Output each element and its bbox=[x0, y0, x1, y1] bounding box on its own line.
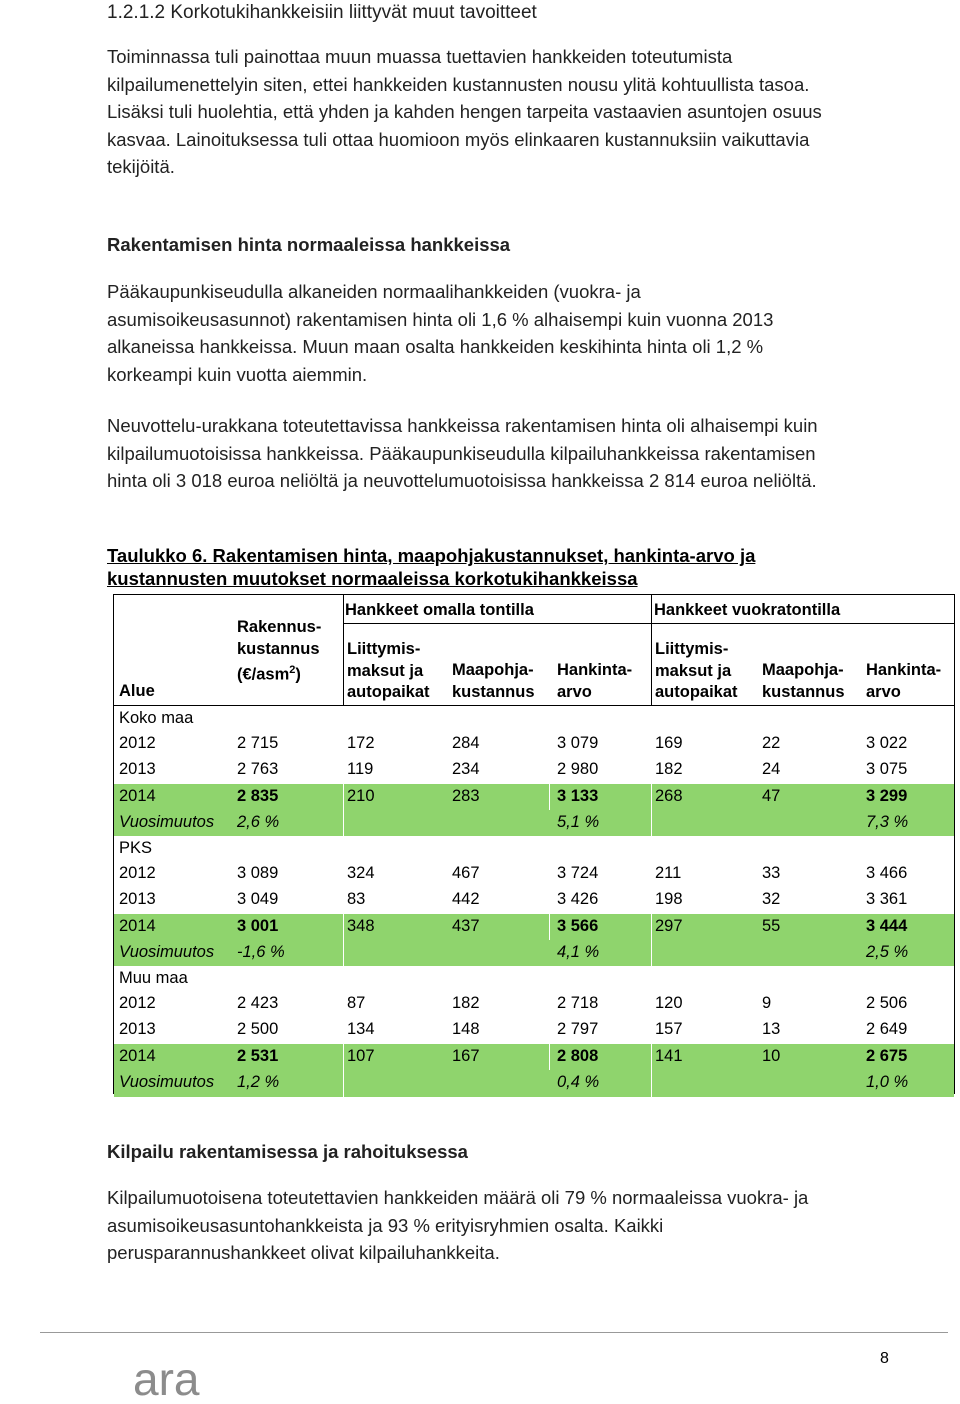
table-cell-a2: 3 361 bbox=[866, 890, 908, 908]
table-cell-b: 2 531 bbox=[237, 1047, 279, 1065]
table-cell-a1: 3 079 bbox=[557, 734, 599, 752]
text-line: Pääkaupunkiseudulla alkaneiden normaalihankkeiden (vuokra- ja bbox=[107, 281, 641, 302]
text-line: alkaneissa hankkeissa. Muun maan osalta hankkeiden keskihinta hinta oli 1,2 % bbox=[107, 336, 764, 357]
table-cell-l1: 284 bbox=[452, 734, 480, 752]
table-cell-label: 2012 bbox=[119, 864, 156, 882]
table-cell-a2: 3 075 bbox=[866, 760, 908, 778]
table-cell-label: 2014 bbox=[119, 917, 156, 935]
table-cell-a1: 5,1 % bbox=[557, 813, 600, 831]
table-cell-a2: 3 466 bbox=[866, 864, 908, 882]
table-cell-a1: 2 718 bbox=[557, 994, 599, 1012]
table-cell-c1: 134 bbox=[347, 1020, 375, 1038]
table-row bbox=[114, 731, 954, 757]
table-cell-a2: 7,3 % bbox=[866, 813, 909, 831]
col-header-acquisition-value-own: Hankinta- arvo bbox=[557, 661, 633, 701]
table-cell-l1: 167 bbox=[452, 1047, 480, 1065]
table-cell-a2: 2 506 bbox=[866, 994, 908, 1012]
text-line: Kilpailumuotoisena toteutettavien hankkeiden määrä oli 79 % normaaleissa vuokra- ja bbox=[107, 1187, 809, 1208]
table-row bbox=[114, 1070, 954, 1097]
table-cell-l2: 9 bbox=[762, 994, 772, 1012]
table-row bbox=[114, 810, 954, 836]
table-cell-b: -1,6 % bbox=[237, 943, 285, 961]
table-cell-b: 2 715 bbox=[237, 734, 279, 752]
table-cell-c2: 297 bbox=[655, 917, 683, 935]
table-cell-a2: 2 649 bbox=[866, 1020, 908, 1038]
table-cell-a1: 2 980 bbox=[557, 760, 599, 778]
col-header-connection-fees-leased: Liittymis- maksut ja autopaikat bbox=[655, 640, 738, 701]
table-cell-label: 2012 bbox=[119, 734, 156, 752]
table-cell-c2: 182 bbox=[655, 760, 683, 778]
table-row bbox=[114, 991, 954, 1017]
table-cell-b: 3 049 bbox=[237, 890, 279, 908]
table-cell-l1: 442 bbox=[452, 890, 480, 908]
table-row bbox=[114, 887, 954, 914]
table-cell-c2: 169 bbox=[655, 734, 683, 752]
table-cell-c1: 324 bbox=[347, 864, 375, 882]
text-line: asumisoikeusasuntohankkeista ja 93 % erityisryhmien osalta. Kaikki bbox=[107, 1214, 664, 1236]
table-cell-c2: 157 bbox=[655, 1020, 683, 1038]
caption-line: Taulukko 6. Rakentamisen hinta, maapohjakustannukset, hankinta-arvo ja bbox=[107, 545, 756, 566]
table-cell-label: 2013 bbox=[119, 1020, 156, 1038]
table-cell-label: Vuosimuutos bbox=[119, 1073, 215, 1091]
section-title: 1.2.1.2 Korkotukihankkeisiin liittyvät muut tavoitteet bbox=[107, 2, 537, 23]
text-line: hinta oli 3 018 euroa neliöltä ja neuvottelumuotoisissa hankkeissa 2 814 euroa neliöltä. bbox=[107, 470, 817, 491]
text-line: kasvaa. Lainoituksessa tuli ottaa huomioon myös elinkaaren kustannuksiin vaikuttavia bbox=[107, 128, 810, 150]
text-line: tekijöitä. bbox=[107, 156, 175, 177]
table-row bbox=[114, 706, 954, 731]
caption-line: kustannusten muutokset normaaleissa korkotukihankkeissa bbox=[107, 568, 638, 589]
col-header-connection-fees-own: Liittymis- maksut ja autopaikat bbox=[347, 640, 430, 701]
col-header-area: Alue bbox=[119, 682, 155, 700]
table-cell-c2: 120 bbox=[655, 994, 683, 1012]
table-cell-a2: 2,5 % bbox=[866, 943, 909, 961]
table-cell-a2: 3 022 bbox=[866, 734, 908, 752]
cost-table bbox=[113, 594, 955, 1094]
table-cell-a1: 3 724 bbox=[557, 864, 599, 882]
table-cell-c1: 119 bbox=[347, 760, 374, 778]
table-cell-l2: 13 bbox=[762, 1020, 781, 1038]
negotiation-paragraph bbox=[107, 412, 907, 495]
table-cell-a1: 2 808 bbox=[557, 1047, 599, 1065]
table-row bbox=[114, 757, 954, 784]
table-cell-l2: 32 bbox=[762, 890, 781, 908]
table-cell-c1: 107 bbox=[347, 1047, 375, 1065]
table-cell-l2: 22 bbox=[762, 734, 781, 752]
table-cell-l2: 47 bbox=[762, 787, 781, 805]
table-cell-a1: 3 566 bbox=[557, 917, 599, 935]
subheading-construction-price: Rakentamisen hinta normaaleissa hankkeissa bbox=[107, 234, 511, 255]
table-cell-c2: 141 bbox=[655, 1047, 683, 1065]
text-line: kilpailumenettelyin siten, ettei hankkeiden kustannusten nousu ylitä kohtuullista tasoa. bbox=[107, 73, 810, 95]
table-cell-a1: 4,1 % bbox=[557, 943, 600, 961]
text-line: korkeampi kuin vuotta aiemmin. bbox=[107, 363, 368, 385]
table-cell-c1: 172 bbox=[347, 734, 375, 752]
table-cell-l1: 148 bbox=[452, 1020, 480, 1038]
col-header-land-cost-leased: Maapohja- kustannus bbox=[762, 661, 845, 701]
table-cell-a2: 3 299 bbox=[866, 787, 908, 805]
table-cell-c1: 83 bbox=[347, 890, 366, 908]
table-cell-b: 3 001 bbox=[237, 917, 279, 935]
table-row bbox=[114, 836, 954, 861]
table-cell-l2: 10 bbox=[762, 1047, 781, 1065]
competition-paragraph bbox=[107, 1184, 907, 1267]
group-leased-plot: Hankkeet vuokratontilla bbox=[654, 601, 841, 619]
table-cell-label: PKS bbox=[119, 839, 153, 857]
table-cell-label: 2014 bbox=[119, 1047, 156, 1065]
table-cell-label: Vuosimuutos bbox=[119, 813, 215, 831]
price-paragraph bbox=[107, 278, 907, 388]
table-cell-b: 1,2 % bbox=[237, 1073, 280, 1091]
table-row bbox=[114, 914, 954, 940]
table-cell-label: Vuosimuutos bbox=[119, 943, 215, 961]
text-line: Toiminnassa tuli painottaa muun muassa tuettavien hankkeiden toteutumista bbox=[107, 46, 733, 67]
col-header-land-cost-own: Maapohja- kustannus bbox=[452, 661, 535, 701]
table-caption bbox=[107, 544, 755, 590]
group-own-plot: Hankkeet omalla tontilla bbox=[345, 601, 534, 619]
table-cell-b: 3 089 bbox=[237, 864, 279, 882]
table-cell-b: 2 500 bbox=[237, 1020, 279, 1038]
table-cell-label: 2014 bbox=[119, 787, 156, 805]
table-cell-label: 2013 bbox=[119, 760, 156, 778]
table-cell-c2: 268 bbox=[655, 787, 683, 805]
text-line: asumisoikeusasunnot) rakentamisen hinta oli 1,6 % alhaisempi kuin vuonna 2013 bbox=[107, 308, 774, 330]
intro-paragraph bbox=[107, 43, 907, 181]
table-cell-b: 2 835 bbox=[237, 787, 279, 805]
subheading-competition: Kilpailu rakentamisessa ja rahoituksessa bbox=[107, 1141, 468, 1162]
table-cell-c2: 211 bbox=[655, 864, 682, 882]
table-row bbox=[114, 1044, 954, 1070]
table-cell-b: 2,6 % bbox=[237, 813, 280, 831]
table-cell-l2: 24 bbox=[762, 760, 781, 778]
table-cell-b: 2 763 bbox=[237, 760, 279, 778]
text-line: perusparannushankkeet olivat kilpailuhankkeita. bbox=[107, 1242, 500, 1263]
table-cell-l1: 182 bbox=[452, 994, 480, 1012]
text-line: kilpailumuotoisissa hankkeissa. Pääkaupunkiseudulla kilpailuhankkeissa rakentamisen bbox=[107, 442, 816, 464]
table-row bbox=[114, 940, 954, 966]
table-cell-l1: 437 bbox=[452, 917, 480, 935]
table-cell-label: Koko maa bbox=[119, 709, 194, 727]
table-cell-a2: 3 444 bbox=[866, 917, 908, 935]
table-cell-l1: 467 bbox=[452, 864, 480, 882]
table-cell-l2: 55 bbox=[762, 917, 781, 935]
col-header-building-cost: Rakennus- kustannus (€/asm$^2$) bbox=[237, 618, 322, 684]
table-cell-a1: 0,4 % bbox=[557, 1073, 600, 1091]
table-cell-l1: 283 bbox=[452, 787, 480, 805]
table-cell-label: 2013 bbox=[119, 890, 156, 908]
table-cell-c1: 348 bbox=[347, 917, 375, 935]
table-cell-a2: 1,0 % bbox=[866, 1073, 909, 1091]
table-row bbox=[114, 966, 954, 991]
table-row bbox=[114, 861, 954, 887]
table-row bbox=[114, 1017, 954, 1044]
table-cell-a1: 3 133 bbox=[557, 787, 599, 805]
ara-logo bbox=[133, 1357, 213, 1403]
text-line: Neuvottelu-urakkana toteutettavissa hankkeissa rakentamisen hinta oli alhaisempi kuin bbox=[107, 415, 818, 436]
col-header-acquisition-value-leased: Hankinta- arvo bbox=[866, 661, 942, 701]
table-cell-c1: 87 bbox=[347, 994, 366, 1012]
table-cell-a1: 3 426 bbox=[557, 890, 599, 908]
table-cell-a2: 2 675 bbox=[866, 1047, 908, 1065]
table-cell-l1: 234 bbox=[452, 760, 480, 778]
text-line: Lisäksi tuli huolehtia, että yhden ja kahden hengen tarpeita vastaavien asuntojen osuus bbox=[107, 101, 822, 122]
page-number: 8 bbox=[880, 1350, 889, 1367]
table-row bbox=[114, 784, 954, 810]
table-cell-b: 2 423 bbox=[237, 994, 279, 1012]
svg-text:ara: ara bbox=[133, 1357, 200, 1403]
table-cell-label: 2012 bbox=[119, 994, 156, 1012]
table-cell-label: Muu maa bbox=[119, 969, 188, 987]
table-cell-c2: 198 bbox=[655, 890, 683, 908]
footer-divider bbox=[40, 1332, 948, 1333]
table-cell-l2: 33 bbox=[762, 864, 781, 882]
table-cell-c1: 210 bbox=[347, 787, 375, 805]
table-cell-a1: 2 797 bbox=[557, 1020, 599, 1038]
